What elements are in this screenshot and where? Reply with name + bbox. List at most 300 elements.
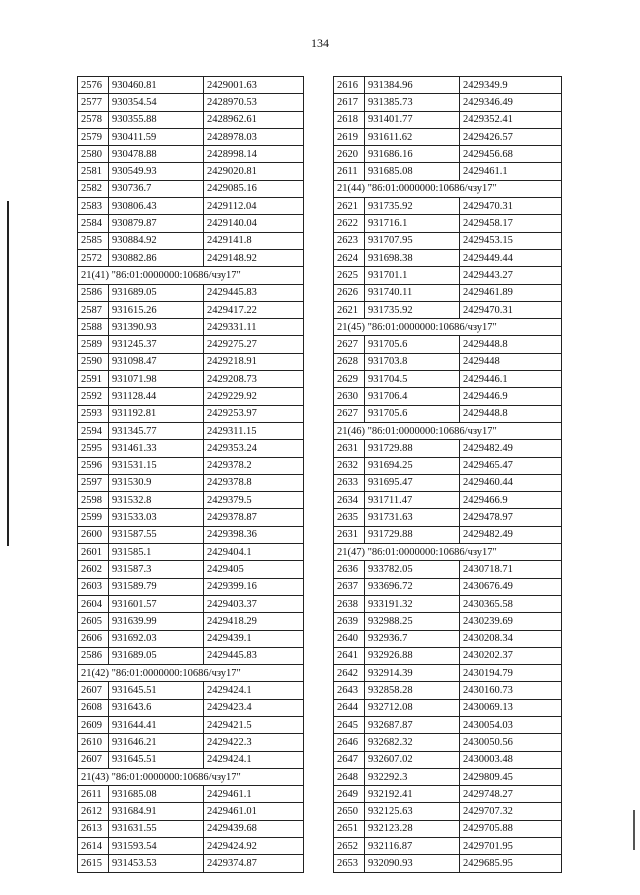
x-coordinate-cell: 930736.7 <box>109 180 204 197</box>
y-coordinate-cell: 2429378.87 <box>204 509 304 526</box>
x-coordinate-cell: 931735.92 <box>365 301 460 318</box>
scan-edge-mark <box>633 810 635 850</box>
y-coordinate-cell: 2429448 <box>460 353 562 370</box>
y-coordinate-cell: 2429748.27 <box>460 786 562 803</box>
y-coordinate-cell: 2429439.1 <box>204 630 304 647</box>
x-coordinate-cell: 931645.51 <box>109 751 204 768</box>
table-row <box>78 578 304 595</box>
y-coordinate-cell: 2429378.8 <box>204 474 304 491</box>
point-number-cell: 2638 <box>334 595 365 612</box>
point-number-cell: 2590 <box>78 353 109 370</box>
x-coordinate-cell: 931729.88 <box>365 440 460 457</box>
x-coordinate-cell: 931694.25 <box>365 457 460 474</box>
x-coordinate-cell: 931689.05 <box>109 284 204 301</box>
y-coordinate-cell: 2429085.16 <box>204 180 304 197</box>
y-coordinate-cell: 2429448.8 <box>460 336 562 353</box>
table-row <box>334 492 562 509</box>
point-number-cell: 2619 <box>334 128 365 145</box>
x-coordinate-cell: 932682.32 <box>365 734 460 751</box>
point-number-cell: 2644 <box>334 699 365 716</box>
x-coordinate-cell: 932858.28 <box>365 682 460 699</box>
point-number-cell: 2605 <box>78 613 109 630</box>
y-coordinate-cell: 2429275.27 <box>204 336 304 353</box>
y-coordinate-cell: 2430208.34 <box>460 630 562 647</box>
point-number-cell: 2645 <box>334 716 365 733</box>
y-coordinate-cell: 2429421.5 <box>204 716 304 733</box>
point-number-cell: 2572 <box>78 249 109 266</box>
table-row <box>78 232 304 249</box>
table-row <box>78 215 304 232</box>
group-header-row <box>78 267 304 284</box>
y-coordinate-cell: 2429707.32 <box>460 803 562 820</box>
x-coordinate-cell: 931684.91 <box>109 803 204 820</box>
x-coordinate-cell: 931453.53 <box>109 855 204 872</box>
table-row <box>334 388 562 405</box>
group-header-row <box>78 768 304 785</box>
x-coordinate-cell: 931589.79 <box>109 578 204 595</box>
y-coordinate-cell: 2429422.3 <box>204 734 304 751</box>
point-number-cell: 2637 <box>334 578 365 595</box>
y-coordinate-cell: 2429705.88 <box>460 820 562 837</box>
point-number-cell: 2611 <box>334 163 365 180</box>
x-coordinate-cell: 931689.05 <box>109 647 204 664</box>
x-coordinate-cell: 931735.92 <box>365 198 460 215</box>
y-coordinate-cell: 2430194.79 <box>460 665 562 682</box>
point-number-cell: 2629 <box>334 371 365 388</box>
x-coordinate-cell: 931587.3 <box>109 561 204 578</box>
group-header-label: 21(45) "86:01:0000000:10686/чзу17" <box>334 319 562 336</box>
group-header-row <box>78 665 304 682</box>
y-coordinate-cell: 2430202.37 <box>460 647 562 664</box>
table-row <box>334 578 562 595</box>
table-row <box>334 198 562 215</box>
table-row <box>78 682 304 699</box>
table-row <box>334 751 562 768</box>
y-coordinate-cell: 2429461.1 <box>460 163 562 180</box>
table-row <box>78 371 304 388</box>
point-number-cell: 2609 <box>78 716 109 733</box>
group-header-label: 21(46) "86:01:0000000:10686/чзу17" <box>334 422 562 439</box>
point-number-cell: 2620 <box>334 146 365 163</box>
table-row <box>78 319 304 336</box>
table-row <box>78 405 304 422</box>
y-coordinate-cell: 2429461.1 <box>204 786 304 803</box>
point-number-cell: 2653 <box>334 855 365 872</box>
table-row <box>78 353 304 370</box>
point-number-cell: 2628 <box>334 353 365 370</box>
point-number-cell: 2627 <box>334 405 365 422</box>
y-coordinate-cell: 2429020.81 <box>204 163 304 180</box>
point-number-cell: 2612 <box>78 803 109 820</box>
y-coordinate-cell: 2429446.1 <box>460 371 562 388</box>
table-row <box>78 647 304 664</box>
point-number-cell: 2597 <box>78 474 109 491</box>
x-coordinate-cell: 931533.03 <box>109 509 204 526</box>
point-number-cell: 2581 <box>78 163 109 180</box>
point-number-cell: 2589 <box>78 336 109 353</box>
point-number-cell: 2596 <box>78 457 109 474</box>
point-number-cell: 2649 <box>334 786 365 803</box>
table-row <box>78 509 304 526</box>
x-coordinate-cell: 931390.93 <box>109 319 204 336</box>
y-coordinate-cell: 2429470.31 <box>460 301 562 318</box>
y-coordinate-cell: 2430365.58 <box>460 595 562 612</box>
x-coordinate-cell: 931401.77 <box>365 111 460 128</box>
table-row <box>334 353 562 370</box>
table-row <box>78 820 304 837</box>
y-coordinate-cell: 2429424.1 <box>204 682 304 699</box>
y-coordinate-cell: 2429478.97 <box>460 509 562 526</box>
x-coordinate-cell: 930882.86 <box>109 249 204 266</box>
x-coordinate-cell: 931705.6 <box>365 336 460 353</box>
y-coordinate-cell: 2429141.8 <box>204 232 304 249</box>
table-row <box>334 232 562 249</box>
group-header-row <box>334 180 562 197</box>
y-coordinate-cell: 2429426.57 <box>460 128 562 145</box>
y-coordinate-cell: 2429404.1 <box>204 544 304 561</box>
left-coordinates-table <box>77 76 304 873</box>
x-coordinate-cell: 931128.44 <box>109 388 204 405</box>
group-header-label: 21(41) "86:01:0000000:10686/чзу17" <box>78 267 304 284</box>
x-coordinate-cell: 931615.26 <box>109 301 204 318</box>
table-row <box>78 457 304 474</box>
table-row <box>78 422 304 439</box>
point-number-cell: 2626 <box>334 284 365 301</box>
x-coordinate-cell: 931585.1 <box>109 544 204 561</box>
table-row <box>334 249 562 266</box>
x-coordinate-cell: 931385.73 <box>365 94 460 111</box>
table-row <box>334 561 562 578</box>
point-number-cell: 2636 <box>334 561 365 578</box>
point-number-cell: 2650 <box>334 803 365 820</box>
table-row <box>334 336 562 353</box>
table-row <box>78 595 304 612</box>
x-coordinate-cell: 931531.15 <box>109 457 204 474</box>
point-number-cell: 2623 <box>334 232 365 249</box>
table-row <box>334 786 562 803</box>
x-coordinate-cell: 931692.03 <box>109 630 204 647</box>
point-number-cell: 2607 <box>78 751 109 768</box>
x-coordinate-cell: 930549.93 <box>109 163 204 180</box>
table-row <box>334 855 562 872</box>
x-coordinate-cell: 932687.87 <box>365 716 460 733</box>
table-row <box>78 561 304 578</box>
table-row <box>78 198 304 215</box>
x-coordinate-cell: 930478.88 <box>109 146 204 163</box>
table-row <box>78 163 304 180</box>
right-coordinates-table <box>333 76 562 873</box>
point-number-cell: 2622 <box>334 215 365 232</box>
y-coordinate-cell: 2429349.9 <box>460 77 562 94</box>
x-coordinate-cell: 933191.32 <box>365 595 460 612</box>
point-number-cell: 2602 <box>78 561 109 578</box>
y-coordinate-cell: 2429218.91 <box>204 353 304 370</box>
x-coordinate-cell: 932292.3 <box>365 768 460 785</box>
x-coordinate-cell: 931716.1 <box>365 215 460 232</box>
y-coordinate-cell: 2430003.48 <box>460 751 562 768</box>
point-number-cell: 2652 <box>334 838 365 855</box>
table-row <box>78 474 304 491</box>
x-coordinate-cell: 931643.6 <box>109 699 204 716</box>
table-row <box>78 838 304 855</box>
point-number-cell: 2625 <box>334 267 365 284</box>
point-number-cell: 2631 <box>334 440 365 457</box>
point-number-cell: 2633 <box>334 474 365 491</box>
y-coordinate-cell: 2429253.97 <box>204 405 304 422</box>
y-coordinate-cell: 2429460.44 <box>460 474 562 491</box>
table-row <box>78 249 304 266</box>
table-row <box>334 440 562 457</box>
x-coordinate-cell: 931698.38 <box>365 249 460 266</box>
point-number-cell: 2634 <box>334 492 365 509</box>
table-row <box>334 146 562 163</box>
y-coordinate-cell: 2429423.4 <box>204 699 304 716</box>
table-row <box>334 716 562 733</box>
y-coordinate-cell: 2429378.2 <box>204 457 304 474</box>
point-number-cell: 2594 <box>78 422 109 439</box>
point-number-cell: 2584 <box>78 215 109 232</box>
x-coordinate-cell: 931707.95 <box>365 232 460 249</box>
y-coordinate-cell: 2429424.1 <box>204 751 304 768</box>
group-header-label: 21(42) "86:01:0000000:10686/чзу17" <box>78 665 304 682</box>
point-number-cell: 2600 <box>78 526 109 543</box>
y-coordinate-cell: 2429001.63 <box>204 77 304 94</box>
x-coordinate-cell: 931611.62 <box>365 128 460 145</box>
x-coordinate-cell: 931345.77 <box>109 422 204 439</box>
x-coordinate-cell: 931706.4 <box>365 388 460 405</box>
x-coordinate-cell: 931593.54 <box>109 838 204 855</box>
point-number-cell: 2617 <box>334 94 365 111</box>
x-coordinate-cell: 931740.11 <box>365 284 460 301</box>
table-row <box>334 301 562 318</box>
table-row <box>78 734 304 751</box>
table-row <box>334 768 562 785</box>
x-coordinate-cell: 931644.41 <box>109 716 204 733</box>
table-row <box>334 682 562 699</box>
point-number-cell: 2604 <box>78 595 109 612</box>
group-header-label: 21(44) "86:01:0000000:10686/чзу17" <box>334 180 562 197</box>
x-coordinate-cell: 930884.92 <box>109 232 204 249</box>
x-coordinate-cell: 931711.47 <box>365 492 460 509</box>
point-number-cell: 2615 <box>78 855 109 872</box>
y-coordinate-cell: 2429331.11 <box>204 319 304 336</box>
point-number-cell: 2616 <box>334 77 365 94</box>
y-coordinate-cell: 2429809.45 <box>460 768 562 785</box>
x-coordinate-cell: 932607.02 <box>365 751 460 768</box>
table-row <box>334 699 562 716</box>
x-coordinate-cell: 932926.88 <box>365 647 460 664</box>
x-coordinate-cell: 931530.9 <box>109 474 204 491</box>
table-row <box>334 526 562 543</box>
x-coordinate-cell: 931098.47 <box>109 353 204 370</box>
y-coordinate-cell: 2429352.41 <box>460 111 562 128</box>
table-row <box>78 336 304 353</box>
point-number-cell: 2607 <box>78 682 109 699</box>
table-row <box>78 613 304 630</box>
point-number-cell: 2621 <box>334 301 365 318</box>
y-coordinate-cell: 2429379.5 <box>204 492 304 509</box>
point-number-cell: 2599 <box>78 509 109 526</box>
table-row <box>334 613 562 630</box>
x-coordinate-cell: 930806.43 <box>109 198 204 215</box>
table-row <box>334 128 562 145</box>
x-coordinate-cell: 933782.05 <box>365 561 460 578</box>
point-number-cell: 2582 <box>78 180 109 197</box>
point-number-cell: 2606 <box>78 630 109 647</box>
group-header-row <box>334 319 562 336</box>
point-number-cell: 2642 <box>334 665 365 682</box>
x-coordinate-cell: 931685.08 <box>109 786 204 803</box>
point-number-cell: 2592 <box>78 388 109 405</box>
y-coordinate-cell: 2430239.69 <box>460 613 562 630</box>
table-row <box>334 630 562 647</box>
point-number-cell: 2614 <box>78 838 109 855</box>
y-coordinate-cell: 2428970.53 <box>204 94 304 111</box>
y-coordinate-cell: 2430050.56 <box>460 734 562 751</box>
point-number-cell: 2576 <box>78 77 109 94</box>
point-number-cell: 2643 <box>334 682 365 699</box>
point-number-cell: 2646 <box>334 734 365 751</box>
table-row <box>334 215 562 232</box>
table-row <box>334 267 562 284</box>
table-row <box>78 699 304 716</box>
y-coordinate-cell: 2428998.14 <box>204 146 304 163</box>
y-coordinate-cell: 2429465.47 <box>460 457 562 474</box>
x-coordinate-cell: 931532.8 <box>109 492 204 509</box>
point-number-cell: 2591 <box>78 371 109 388</box>
y-coordinate-cell: 2429445.83 <box>204 647 304 664</box>
y-coordinate-cell: 2430069.13 <box>460 699 562 716</box>
y-coordinate-cell: 2429482.49 <box>460 440 562 457</box>
table-row <box>334 284 562 301</box>
table-row <box>334 111 562 128</box>
table-row <box>334 595 562 612</box>
y-coordinate-cell: 2429311.15 <box>204 422 304 439</box>
x-coordinate-cell: 931701.1 <box>365 267 460 284</box>
table-row <box>78 111 304 128</box>
y-coordinate-cell: 2429374.87 <box>204 855 304 872</box>
y-coordinate-cell: 2429424.92 <box>204 838 304 855</box>
x-coordinate-cell: 931645.51 <box>109 682 204 699</box>
y-coordinate-cell: 2429449.44 <box>460 249 562 266</box>
table-row <box>78 716 304 733</box>
table-row <box>78 803 304 820</box>
right-table-body <box>334 77 562 873</box>
x-coordinate-cell: 932123.28 <box>365 820 460 837</box>
table-row <box>334 405 562 422</box>
point-number-cell: 2611 <box>78 786 109 803</box>
y-coordinate-cell: 2429405 <box>204 561 304 578</box>
table-row <box>78 94 304 111</box>
table-row <box>334 163 562 180</box>
table-row <box>78 751 304 768</box>
table-row <box>334 803 562 820</box>
y-coordinate-cell: 2429446.9 <box>460 388 562 405</box>
x-coordinate-cell: 931192.81 <box>109 405 204 422</box>
y-coordinate-cell: 2430160.73 <box>460 682 562 699</box>
x-coordinate-cell: 931703.8 <box>365 353 460 370</box>
table-row <box>78 440 304 457</box>
x-coordinate-cell: 932125.63 <box>365 803 460 820</box>
x-coordinate-cell: 932192.41 <box>365 786 460 803</box>
x-coordinate-cell: 931704.5 <box>365 371 460 388</box>
table-row <box>78 855 304 872</box>
table-row <box>334 94 562 111</box>
y-coordinate-cell: 2430676.49 <box>460 578 562 595</box>
y-coordinate-cell: 2429403.37 <box>204 595 304 612</box>
point-number-cell: 2641 <box>334 647 365 664</box>
point-number-cell: 2651 <box>334 820 365 837</box>
table-row <box>334 77 562 94</box>
point-number-cell: 2635 <box>334 509 365 526</box>
table-row <box>334 647 562 664</box>
group-header-label: 21(47) "86:01:0000000:10686/чзу17" <box>334 544 562 561</box>
table-row <box>78 180 304 197</box>
table-row <box>334 457 562 474</box>
point-number-cell: 2603 <box>78 578 109 595</box>
point-number-cell: 2648 <box>334 768 365 785</box>
y-coordinate-cell: 2429439.68 <box>204 820 304 837</box>
y-coordinate-cell: 2429148.92 <box>204 249 304 266</box>
table-row <box>78 128 304 145</box>
x-coordinate-cell: 932914.39 <box>365 665 460 682</box>
y-coordinate-cell: 2429443.27 <box>460 267 562 284</box>
x-coordinate-cell: 930411.59 <box>109 128 204 145</box>
point-number-cell: 2583 <box>78 198 109 215</box>
table-row <box>78 284 304 301</box>
x-coordinate-cell: 931729.88 <box>365 526 460 543</box>
table-row <box>78 77 304 94</box>
x-coordinate-cell: 931631.55 <box>109 820 204 837</box>
table-row <box>78 526 304 543</box>
table-row <box>334 474 562 491</box>
point-number-cell: 2586 <box>78 284 109 301</box>
point-number-cell: 2587 <box>78 301 109 318</box>
point-number-cell: 2580 <box>78 146 109 163</box>
y-coordinate-cell: 2429470.31 <box>460 198 562 215</box>
y-coordinate-cell: 2429453.15 <box>460 232 562 249</box>
x-coordinate-cell: 932712.08 <box>365 699 460 716</box>
point-number-cell: 2588 <box>78 319 109 336</box>
table-row <box>78 544 304 561</box>
table-row <box>334 820 562 837</box>
y-coordinate-cell: 2429140.04 <box>204 215 304 232</box>
table-row <box>78 388 304 405</box>
group-header-row <box>334 422 562 439</box>
x-coordinate-cell: 931685.08 <box>365 163 460 180</box>
x-coordinate-cell: 931601.57 <box>109 595 204 612</box>
table-row <box>78 301 304 318</box>
point-number-cell: 2598 <box>78 492 109 509</box>
x-coordinate-cell: 930355.88 <box>109 111 204 128</box>
y-coordinate-cell: 2429229.92 <box>204 388 304 405</box>
point-number-cell: 2627 <box>334 336 365 353</box>
y-coordinate-cell: 2430718.71 <box>460 561 562 578</box>
y-coordinate-cell: 2429482.49 <box>460 526 562 543</box>
x-coordinate-cell: 931646.21 <box>109 734 204 751</box>
point-number-cell: 2593 <box>78 405 109 422</box>
point-number-cell: 2577 <box>78 94 109 111</box>
x-coordinate-cell: 930460.81 <box>109 77 204 94</box>
left-table-body <box>78 77 304 873</box>
y-coordinate-cell: 2429417.22 <box>204 301 304 318</box>
table-row <box>78 146 304 163</box>
y-coordinate-cell: 2429448.8 <box>460 405 562 422</box>
y-coordinate-cell: 2430054.03 <box>460 716 562 733</box>
y-coordinate-cell: 2429418.29 <box>204 613 304 630</box>
y-coordinate-cell: 2429456.68 <box>460 146 562 163</box>
table-row <box>334 838 562 855</box>
